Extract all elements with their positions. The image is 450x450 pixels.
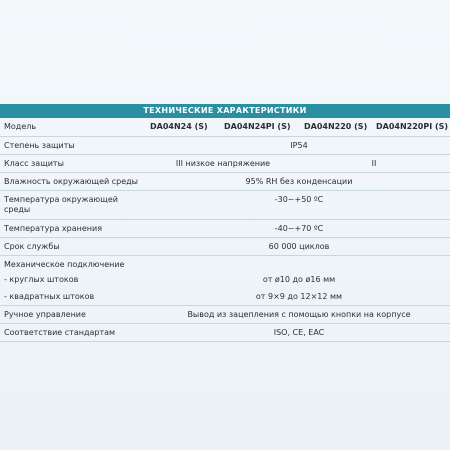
row-value: IP54 — [290, 141, 308, 150]
table-header: ТЕХНИЧЕСКИЕ ХАРАКТЕРИСТИКИ — [0, 104, 450, 118]
table-row-standards — [0, 324, 450, 342]
table-row-service-life — [0, 238, 450, 256]
row-value: от ø10 до ø16 мм — [262, 275, 336, 284]
table-row-storage-temperature — [0, 220, 450, 238]
model-column-4: DA04N220PI (S) — [376, 122, 449, 131]
table-row-manual-control — [0, 306, 450, 324]
specifications-table — [0, 104, 450, 342]
table-row-mechanical-round — [0, 271, 450, 288]
row-value: от 9×9 до 12×12 мм — [255, 292, 343, 301]
row-value: -30~+50 ºС — [274, 195, 324, 204]
row-value-low-voltage: III низкое напряжение — [175, 159, 271, 168]
model-column-2: DA04N24PI (S) — [224, 122, 291, 131]
row-sublabel: - квадратных штоков — [4, 292, 95, 301]
row-value: 95% RH без конденсации — [245, 177, 353, 186]
row-value: -40~+70 ºС — [274, 224, 324, 233]
table-row-ambient-temperature — [0, 191, 450, 220]
row-value: 60 000 циклов — [268, 242, 330, 251]
table-row-humidity — [0, 173, 450, 191]
row-label: Соответствие стандартам — [4, 328, 116, 337]
row-label: Температура хранения — [4, 224, 103, 233]
row-label: Класс защиты — [4, 159, 64, 168]
row-value: ISO, CE, EAC — [273, 328, 325, 337]
row-value-high-voltage: II — [371, 159, 377, 168]
model-column-3: DA04N220 (S) — [304, 122, 368, 131]
row-label: Механическое подключение — [4, 260, 125, 269]
table-row-mechanical — [0, 256, 450, 271]
row-label: Модель — [4, 122, 37, 131]
model-column-1: DA04N24 (S) — [150, 122, 208, 131]
table-row-protection-degree — [0, 137, 450, 155]
row-label: Влажность окружающей среды — [4, 177, 138, 186]
table-row-protection-class — [0, 155, 450, 173]
row-label: Ручное управление — [4, 310, 86, 319]
row-value: Вывод из зацепления с помощью кнопки на корпусе — [187, 310, 411, 319]
table-row-model — [0, 118, 450, 137]
row-label: Температура окружающей среды — [4, 195, 118, 214]
row-label: Срок службы — [4, 242, 60, 251]
row-sublabel: - круглых штоков — [4, 275, 79, 284]
row-label: Степень защиты — [4, 141, 75, 150]
table-row-mechanical-square — [0, 288, 450, 306]
